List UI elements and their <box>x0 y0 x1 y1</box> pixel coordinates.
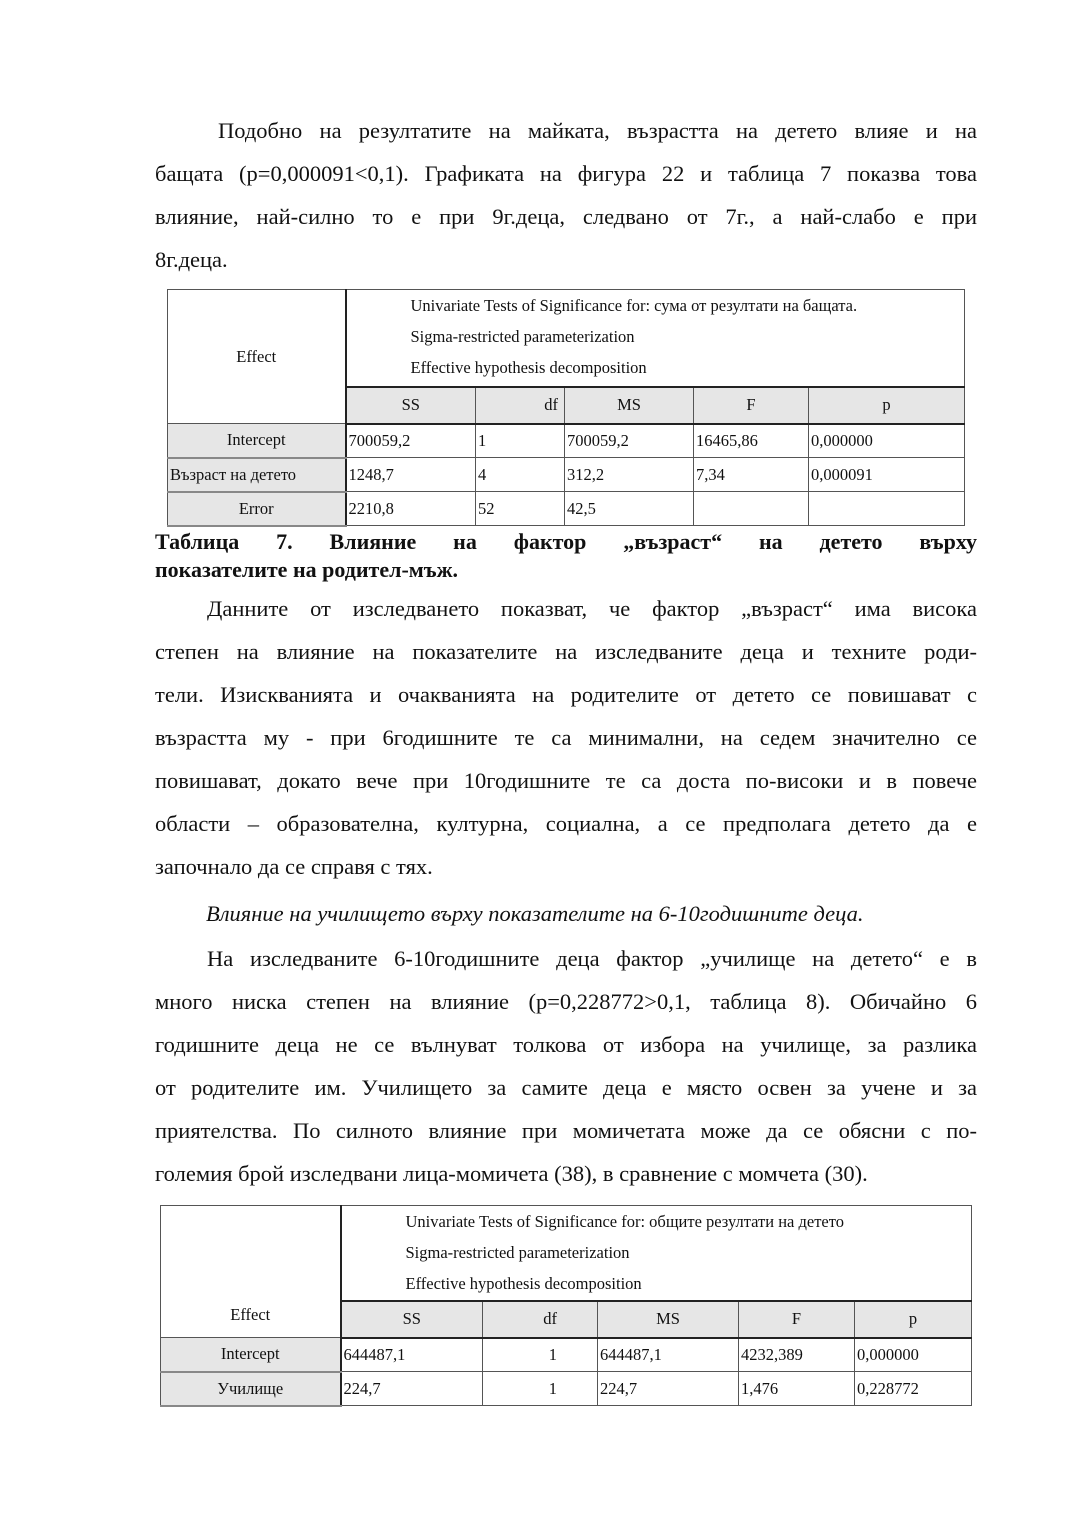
table-row <box>161 1372 972 1406</box>
cell-f <box>694 492 809 526</box>
cell-df: 4 <box>476 458 565 492</box>
row-effect: Intercept <box>161 1338 341 1372</box>
table-header-info <box>346 290 965 387</box>
table-row <box>168 458 965 492</box>
text-line: тели. Изискванията и очакванията на родителите от детето се повишават с <box>155 682 977 707</box>
cell-ms: 42,5 <box>565 492 694 526</box>
column-header-p: p <box>809 387 965 424</box>
cell-f: 7,34 <box>694 458 809 492</box>
paragraph-3 <box>155 937 977 1195</box>
table-row <box>168 424 965 458</box>
caption-line: Таблица 7. Влияние на фактор „възраст“ на детето върху <box>155 529 977 554</box>
column-header-df: df <box>476 387 565 424</box>
cell-ss: 2210,8 <box>346 492 476 526</box>
column-header-p: p <box>855 1301 972 1338</box>
row-effect: Възраст на детето <box>168 458 346 492</box>
text-line: възрастта му - при 6годишните те са минимални, на седем значително се <box>155 725 977 750</box>
column-header-ms: MS <box>565 387 694 424</box>
caption-line: показателите на родител-мъж. <box>155 557 459 582</box>
cell-ss: 224,7 <box>341 1372 483 1406</box>
table-7-caption <box>155 528 977 584</box>
header-line: Sigma-restricted parameterization <box>410 327 635 346</box>
cell-p: 0,228772 <box>855 1372 972 1406</box>
cell-f: 16465,86 <box>694 424 809 458</box>
paragraph-2 <box>155 587 977 888</box>
effect-header: Effect <box>161 1206 341 1338</box>
cell-df: 1 <box>483 1372 598 1406</box>
cell-ss: 700059,2 <box>346 424 476 458</box>
cell-df: 1 <box>476 424 565 458</box>
header-line: Effective hypothesis decomposition <box>410 358 647 377</box>
text-line: приятелства. По силното влияние при момичетата може да се обясни с по- <box>155 1118 977 1143</box>
text-line: степен на влияние на показателите на изследваните деца и техните роди- <box>155 639 977 664</box>
text-line: започнало да се справя с тях. <box>155 854 433 879</box>
column-header-ss: SS <box>341 1301 483 1338</box>
cell-ms: 224,7 <box>598 1372 739 1406</box>
header-line: Univariate Tests of Significance for: общите резултати на детето <box>405 1212 844 1231</box>
cell-p: 0,000000 <box>809 424 965 458</box>
text-line: повишават, докато вече при 10годишните те са доста по-високи и в повече <box>155 768 977 793</box>
text-line: области – образователна, културна, социална, а се предполага детето да е <box>155 811 977 836</box>
cell-f: 4232,389 <box>739 1338 855 1372</box>
column-header-ms: MS <box>598 1301 739 1338</box>
cell-f: 1,476 <box>739 1372 855 1406</box>
text-line: Данните от изследването показват, че фактор „възраст“ има висока <box>207 596 977 621</box>
column-header-f: F <box>739 1301 855 1338</box>
column-header-df: df <box>483 1301 598 1338</box>
cell-ms: 312,2 <box>565 458 694 492</box>
effect-header: Effect <box>168 290 346 424</box>
cell-ss: 1248,7 <box>346 458 476 492</box>
table-8 <box>160 1205 972 1407</box>
cell-df: 1 <box>483 1338 598 1372</box>
table-row <box>161 1338 972 1372</box>
text-line: На изследваните 6-10годишните деца фактор „училище на детето“ е в <box>207 946 977 971</box>
cell-p <box>809 492 965 526</box>
text-line: много ниска степен на влияние (p=0,228772>0,1, таблица 8). Обичайно 6 <box>155 989 977 1014</box>
text-line: бащата (p=0,000091<0,1). Графиката на фигура 22 и таблица 7 показва това <box>155 161 977 186</box>
section-subheading: Влияние на училището върху показателите на 6-10годишните деца. <box>206 901 864 926</box>
text-line: от родителите им. Училището за самите деца е място освен за учене и за <box>155 1075 977 1100</box>
header-line: Univariate Tests of Significance for: сума от резултати на бащата. <box>410 296 858 315</box>
header-line: Effective hypothesis decomposition <box>405 1274 642 1293</box>
row-effect: Intercept <box>168 424 346 458</box>
row-effect: Error <box>168 492 346 526</box>
paragraph-1 <box>155 109 977 281</box>
table-header-info <box>341 1206 972 1301</box>
table-7 <box>167 289 965 527</box>
text-line: 8г.деца. <box>155 247 228 272</box>
text-line: годишните деца не се вълнуват толкова от избора на училище, за разлика <box>155 1032 977 1057</box>
cell-df: 52 <box>476 492 565 526</box>
header-line: Sigma-restricted parameterization <box>405 1243 630 1262</box>
cell-p: 0,000000 <box>855 1338 972 1372</box>
cell-ms: 700059,2 <box>565 424 694 458</box>
text-line: Подобно на резултатите на майката, възрастта на детето влияе и на <box>218 118 977 143</box>
table-row <box>168 492 965 526</box>
text-line: големия брой изследвани лица-момичета (38), в сравнение с момчета (30). <box>155 1161 868 1186</box>
cell-ss: 644487,1 <box>341 1338 483 1372</box>
row-effect: Училище <box>161 1372 341 1406</box>
text-line: влияние, най-силно то е при 9г.деца, следвано от 7г., а най-слабо е при <box>155 204 977 229</box>
cell-ms: 644487,1 <box>598 1338 739 1372</box>
cell-p: 0,000091 <box>809 458 965 492</box>
column-header-ss: SS <box>346 387 476 424</box>
column-header-f: F <box>694 387 809 424</box>
